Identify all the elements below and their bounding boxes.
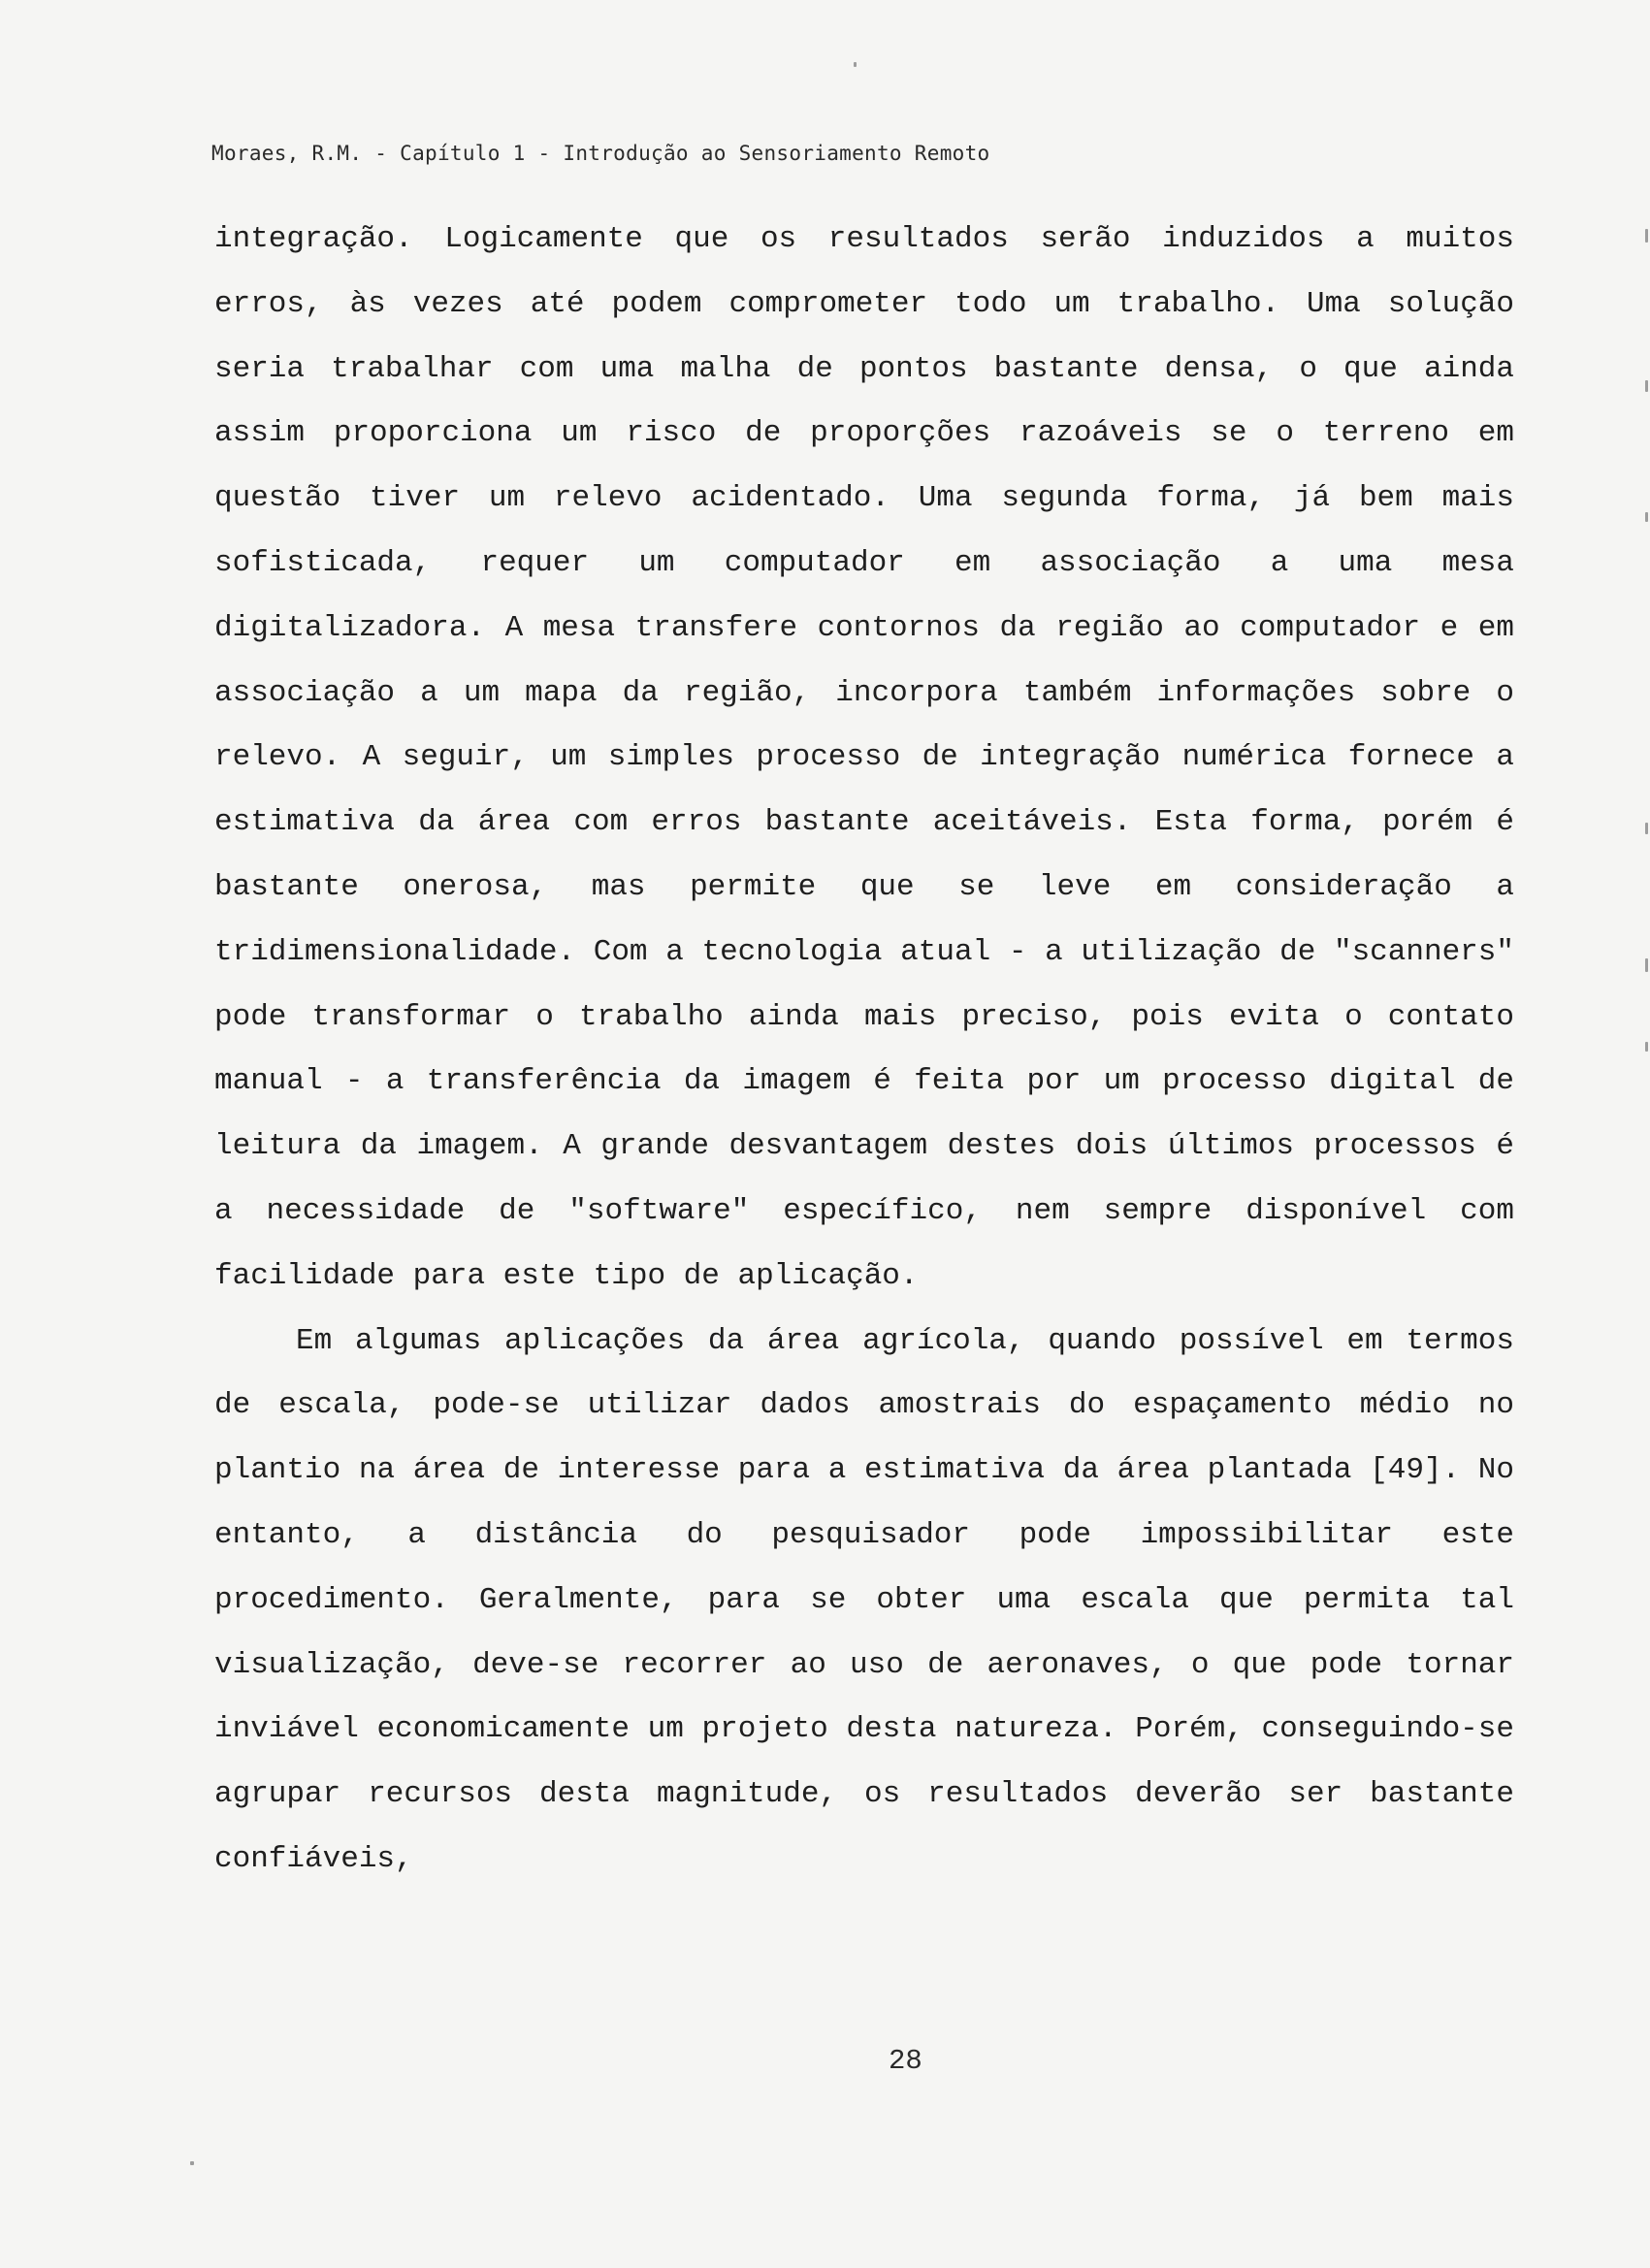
scan-speck bbox=[1645, 1042, 1648, 1052]
scan-speck bbox=[1645, 380, 1648, 392]
scan-speck bbox=[1645, 823, 1648, 834]
body-text bbox=[214, 208, 1514, 1893]
scan-speck bbox=[190, 2161, 194, 2165]
page-number: 28 bbox=[889, 2045, 922, 2077]
scan-speck bbox=[1645, 958, 1648, 972]
paragraph-agricultural-applications: Em algumas aplicações da área agrícola, quando possível em termos de escala, pode-se utilizar dados amostrais do espaçamento médio no plantio na área de interesse para a estimativa da área plantada [49]. No entanto, a distância do pesquisador pode impossibilitar este procedimento. Geralmente, para se obter uma escala que permita tal visualização, deve-se recorrer ao uso de aeronaves, o que pode tornar inviável economicamente um projeto desta natureza. Porém, conseguindo-se agrupar recursos desta magnitude, os resultados deverão ser bastante confiáveis, bbox=[214, 1323, 1514, 1876]
scan-speck bbox=[854, 62, 857, 67]
scan-speck bbox=[1645, 229, 1648, 243]
scan-speck bbox=[1645, 512, 1648, 522]
paragraph-continuation: integração. Logicamente que os resultados serão induzidos a muitos erros, às vezes até podem comprometer todo um trabalho. Uma solução seria trabalhar com uma malha de pontos bastante densa, o que ainda assim proporciona um risco de proporções razoáveis se o terreno em questão tiver um relevo acidentado. Uma segunda forma, já bem mais sofisticada, requer um computador em associação a uma mesa digitalizadora. A mesa transfere contornos da região ao computador e em associação a um mapa da região, incorpora também informações sobre o relevo. A seguir, um simples processo de integração numérica fornece a estimativa da área com erros bastante aceitáveis. Esta forma, porém é bastante onerosa, mas permite que se leve em consideração a tridimensionalidade. Com a tecnologia atual - a utilização de "scanners" pode transformar o trabalho ainda mais preciso, pois evita o contato manual - a transferência da imagem é feita por um processo digital de leitura da imagem. A grande desvantagem destes dois últimos processos é a necessidade de "software" específico, nem sempre disponível com facilidade para este tipo de aplicação. bbox=[214, 222, 1514, 1293]
running-header: Moraes, R.M. - Capítulo 1 - Introdução ao Sensoriamento Remoto bbox=[211, 142, 990, 165]
